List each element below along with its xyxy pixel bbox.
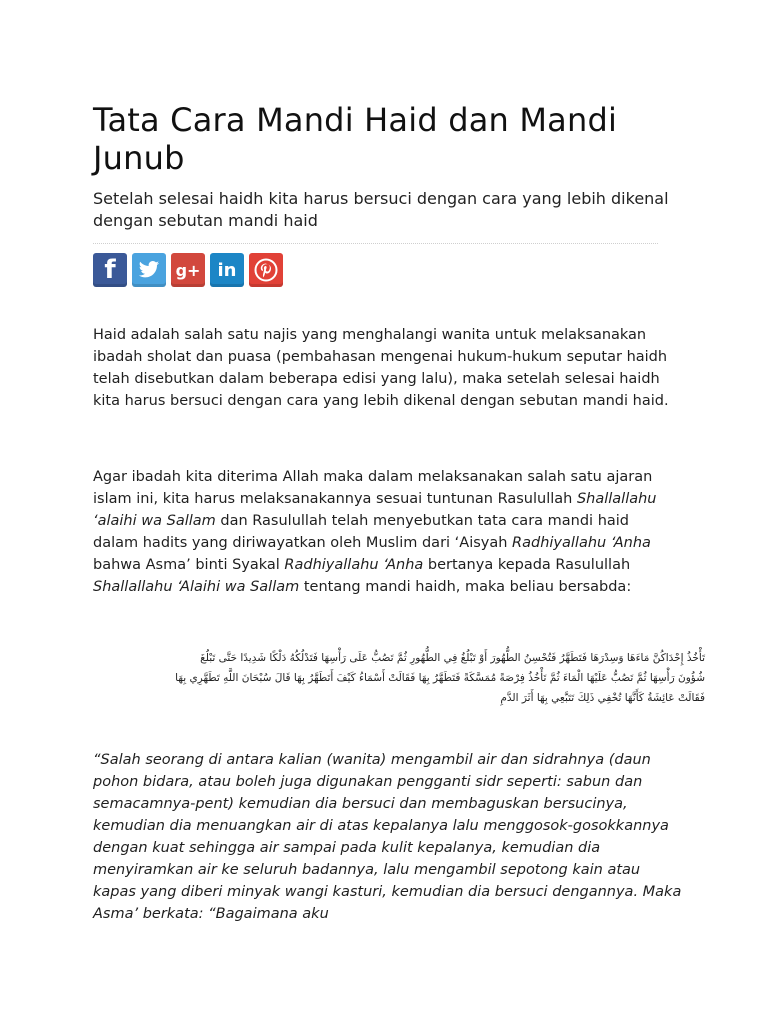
google-plus-share-button[interactable] bbox=[171, 253, 205, 287]
article-title: Tata Cara Mandi Haid dan Mandi Junub bbox=[93, 101, 618, 177]
text-span: tentang mandi haidh, maka beliau bersabda: bbox=[299, 579, 632, 595]
paragraph-hadith-context bbox=[93, 466, 678, 598]
linkedin-icon: in bbox=[217, 259, 237, 281]
italic-span: Shallallahu ‘alaihi wa Sallam bbox=[93, 491, 657, 529]
article-subtitle: Setelah selesai haidh kita harus bersuci dengan cara yang lebih dikenal dengan sebutan mandi haid bbox=[93, 189, 669, 230]
text-span: Agar ibadah kita diterima Allah maka dalam melaksanakan salah satu ajaran islam ini, kita harus melaksanakannya sesuai tuntunan Rasulullah bbox=[93, 469, 653, 507]
italic-span: Shallallahu ‘Alaihi wa Sallam bbox=[93, 579, 300, 595]
facebook-icon: f bbox=[104, 255, 116, 285]
arabic-line: شُؤُونَ رَأْسِهَا ثُمَّ تَصُبُّ عَلَيْهَا الْمَاءَ ثُمَّ تَأْخُذُ فِرْصَةً مُمَسَّكَةً فَتَطَهَّرُ بِهَا فَقَالَتْ أَسْمَاءُ كَيْفَ أَتَطَهَّرُ بِهَا قَالَ سُبْحَانَ اللَّهِ تَطَهَّرِي بِهَا bbox=[175, 672, 705, 684]
arabic-hadith bbox=[93, 648, 705, 708]
arabic-line: تَأْخُذُ إِحْدَاكُنَّ مَاءَهَا وَسِدْرَهَا فَتَطَهَّرُ فَتُحْسِنُ الطُّهُورَ أَوْ تَبْلُغُ فِي الطُّهُورِ ثُمَّ تَصُبُّ عَلَى رَأْسِهَا فَتَدْلُكُهُ دَلْكًا شَدِيدًا حَتَّى تَبْلُغَ bbox=[200, 652, 705, 664]
text-span: bahwa Asma’ binti Syakal bbox=[93, 557, 285, 573]
paragraph-intro: Haid adalah salah satu najis yang menghalangi wanita untuk melaksanakan ibadah sholat dan puasa (pembahasan mengenai hukum-hukum seputar haidh telah disebutkan dalam beberapa edisi yang lalu), maka setelah selesai haidh kita harus bersuci dengan cara yang lebih dikenal dengan sebutan mandi haid. bbox=[93, 327, 669, 409]
pinterest-icon bbox=[254, 258, 278, 282]
pinterest-share-button[interactable] bbox=[249, 253, 283, 287]
arabic-line: فَقَالَتْ عَائِشَةُ كَأَنَّهَا تُخْفِي ذَلِكَ تَتَبَّعِي بِهَا أَثَرَ الدَّمِ bbox=[500, 692, 705, 704]
google-plus-icon: g+ bbox=[175, 260, 201, 280]
linkedin-share-button[interactable] bbox=[210, 253, 244, 287]
italic-span: Radhiyallahu ‘Anha bbox=[284, 557, 424, 573]
facebook-share-button[interactable] bbox=[93, 253, 127, 287]
divider bbox=[93, 243, 658, 244]
share-buttons bbox=[93, 253, 283, 287]
twitter-share-button[interactable] bbox=[132, 253, 166, 287]
twitter-icon bbox=[138, 260, 160, 280]
italic-span: Radhiyallahu ‘Anha bbox=[512, 535, 651, 551]
hadith-translation: “Salah seorang di antara kalian (wanita) mengambil air dan sidrahnya (daun pohon bidara, atau boleh juga digunakan pengganti sidr seperti: sabun dan semacamnya-pent) kemudian dia bersuci dan membaguskan bersucinya, kemudian dia menuangkan air di atas kepalanya lalu menggosok-gosokkannya dengan kuat sehingga air sampai pada kulit kepalanya, kemudian dia menyiramkan air ke seluruh badannya, lalu mengambil sepotong kain atau kapas yang diberi minyak wangi kasturi, kemudian dia bersuci dengannya. Maka Asma’ berkata: “Bagaimana aku bbox=[93, 752, 682, 922]
text-span: bertanya kepada Rasulullah bbox=[423, 557, 631, 573]
text-span: dan Rasulullah telah menyebutkan tata cara mandi haid dalam hadits yang diriwayatkan oleh Muslim dari ‘Aisyah bbox=[93, 513, 630, 551]
